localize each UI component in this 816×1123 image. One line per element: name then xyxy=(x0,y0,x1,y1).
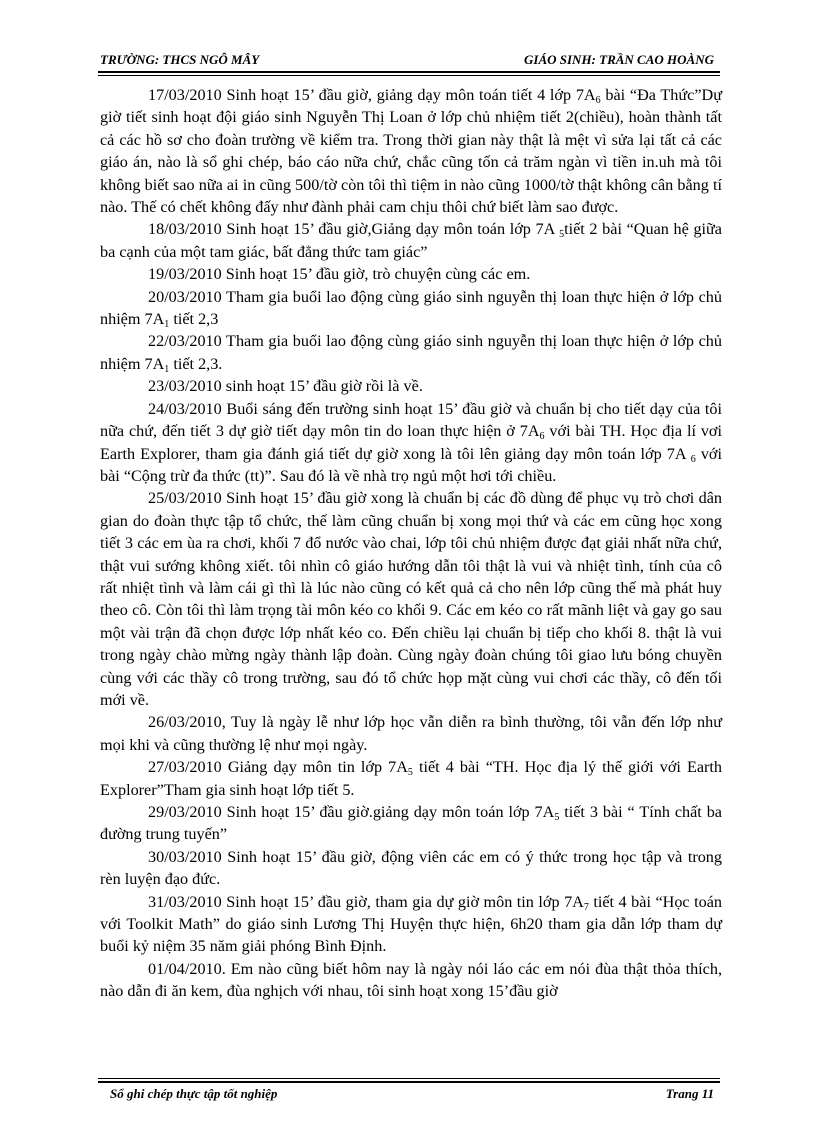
journal-entry: 29/03/2010 Sinh hoạt 15’ đầu giờ.giảng dạy môn toán lớp $7A_5$ tiết 3 bài “ Tính chất ba đường trung tuyến” xyxy=(100,803,722,844)
journal-entry: 27/03/2010 Giảng dạy môn tin lớp $7A_5$ tiết 4 bài “TH. Học địa lý thế giới với Earth Explorer”Tham gia sinh hoạt lớp tiết 5. xyxy=(100,758,722,799)
journal-entry: 19/03/2010 Sinh hoạt 15’ đầu giờ, trò chuyện cùng các em. xyxy=(148,265,531,284)
page-footer xyxy=(110,1086,720,1106)
page-number: Trang 11 xyxy=(665,1086,714,1101)
footer-title: Sổ ghi chép thực tập tốt nghiệp xyxy=(110,1086,278,1101)
journal-entry: 23/03/2010 sinh hoạt 15’ đầu giờ rồi là về. xyxy=(148,377,423,396)
journal-entry: 01/04/2010. Em nào cũng biết hôm nay là ngày nói láo các em nói đùa thật thỏa thích, nào dẫn đi ăn kem, đùa nghịch với nhau, tôi sinh hoạt xong 15’đầu giờ xyxy=(100,959,722,1001)
journal-entry: 26/03/2010, Tuy là ngày lễ như lớp học vẫn diễn ra bình thường, tôi vẫn đến lớp như mọi khi và cũng thường lệ như mọi ngày. xyxy=(100,713,722,754)
journal-body xyxy=(100,84,722,1003)
header-student: GIÁO SINH: TRẦN CAO HOÀNG xyxy=(524,52,714,67)
journal-entry: 25/03/2010 Sinh hoạt 15’ đầu giờ xong là chuẩn bị các đồ dùng để phục vụ trò chơi dân gian do đoàn thực tập tổ chức, thế làm cũng chuẩn bị xong mọi thứ và các em cũng học xong tiết 3 các em ùa ra chơi, khối 7 đổ nước vào chai, lớp tôi chủ nhiệm được đạt giải nhất nữa chứ, thật vui sướng không xiết. tôi nhìn cô giáo hướng dẫn tôi thật là vui và nhiệt tình, tính của cô rất nhiệt tình và làm cái gì thì là lúc nào cũng có kết quả cả cho nên lớp cũng thế mà phát huy theo cô. Còn tôi thì làm trọng tài môn kéo co khối 9. Các em kéo co rất mãnh liệt và gay go sau một vài trận đã chọn được lớp nhất kéo co. Đến chiều lại chuẩn bị tiếp cho khối 8. thật là vui trong ngày chào mừng ngày thành lập đoàn. Cùng ngày đoàn chúng tôi giao lưu bóng chuyền cùng với các thầy cô trong trường, sau đó tổ chức họp mặt cùng vui chơi các thầy, cô đến tối mới về. xyxy=(100,489,722,709)
journal-entry: 22/03/2010 Tham gia buổi lao động cùng giáo sinh nguyễn thị loan thực hiện ở lớp chủ nhiệm $7A_1$ tiết 2,3. xyxy=(100,332,722,375)
journal-entry: 31/03/2010 Sinh hoạt 15’ đầu giờ, tham gia dự giờ môn tin lớp $7A_7$ tiết 4 bài “Học toán với Toolkit Math” do giáo sinh Lương Thị Huyện thực hiện, 6h20 tham gia dẫn lớp tham dự buổi kỷ niệm 35 năm giải phóng Bình Định. xyxy=(100,892,722,956)
header-rule-thin xyxy=(98,75,720,76)
footer-rule-thin xyxy=(98,1078,720,1079)
page-header xyxy=(100,52,720,72)
journal-entry: 18/03/2010 Sinh hoạt 15’ đầu giờ,Giảng dạy môn toán lớp 7A $_5$tiết 2 bài “Quan hệ giữa ba cạnh của một tam giác, bất đẳng thức tam giác” xyxy=(100,220,722,261)
header-school: TRƯỜNG: THCS NGÔ MÂY xyxy=(100,52,260,67)
journal-entry: 20/03/2010 Tham gia buổi lao động cùng giáo sinh nguyễn thị loan thực hiện ở lớp chủ nhiệm $7A_1$ tiết 2,3 xyxy=(100,287,722,331)
journal-entry: 17/03/2010 Sinh hoạt 15’ đầu giờ, giảng dạy môn toán tiết 4 lớp $7A_6$ bài “Đa Thức”Dự giờ tiết sinh hoạt đội giáo sinh Nguyễn Thị Loan ở lớp chủ nhiệm tiết 2(chiều), hoàn thành tất cả các hồ sơ cho đoàn trường về kiểm tra. Trong thời gian này thật là mệt vì sửa lại tất cả các giáo án, nào là sổ ghi chép, báo cáo nữa chứ, chắc cũng tốn cả trăm ngàn vì tiền in.uh mà tôi không biết sao nữa ai in cũng 500/tờ còn tôi thì tiệm in nào cũng 1000/tờ thật không cân bằng tí nào. Thế có chết không đấy như đành phải cam chịu thôi chứ biết làm sao được. xyxy=(100,86,722,217)
journal-entry: 24/03/2010 Buổi sáng đến trường sinh hoạt 15’ đầu giờ và chuẩn bị cho tiết dạy của tôi nữa chứ, đến tiết 3 dự giờ tiết dạy môn tin do loan thực hiện ở $7A_6$ với bài TH. Học địa lí vơi Earth Explorer, tham gia đánh giá tiết dự giờ xong là tôi lên giảng dạy môn toán lớp 7A $_6$ với bài “Cộng trừ đa thức (tt)”. Sau đó là về nhà trọ ngủ một hơi tới chiều. xyxy=(100,399,722,485)
footer-rule xyxy=(98,1081,720,1083)
journal-entry: 30/03/2010 Sinh hoạt 15’ đầu giờ, động viên các em có ý thức trong học tập và trong rèn luyện đạo đức. xyxy=(100,847,722,889)
header-rule xyxy=(98,71,720,73)
